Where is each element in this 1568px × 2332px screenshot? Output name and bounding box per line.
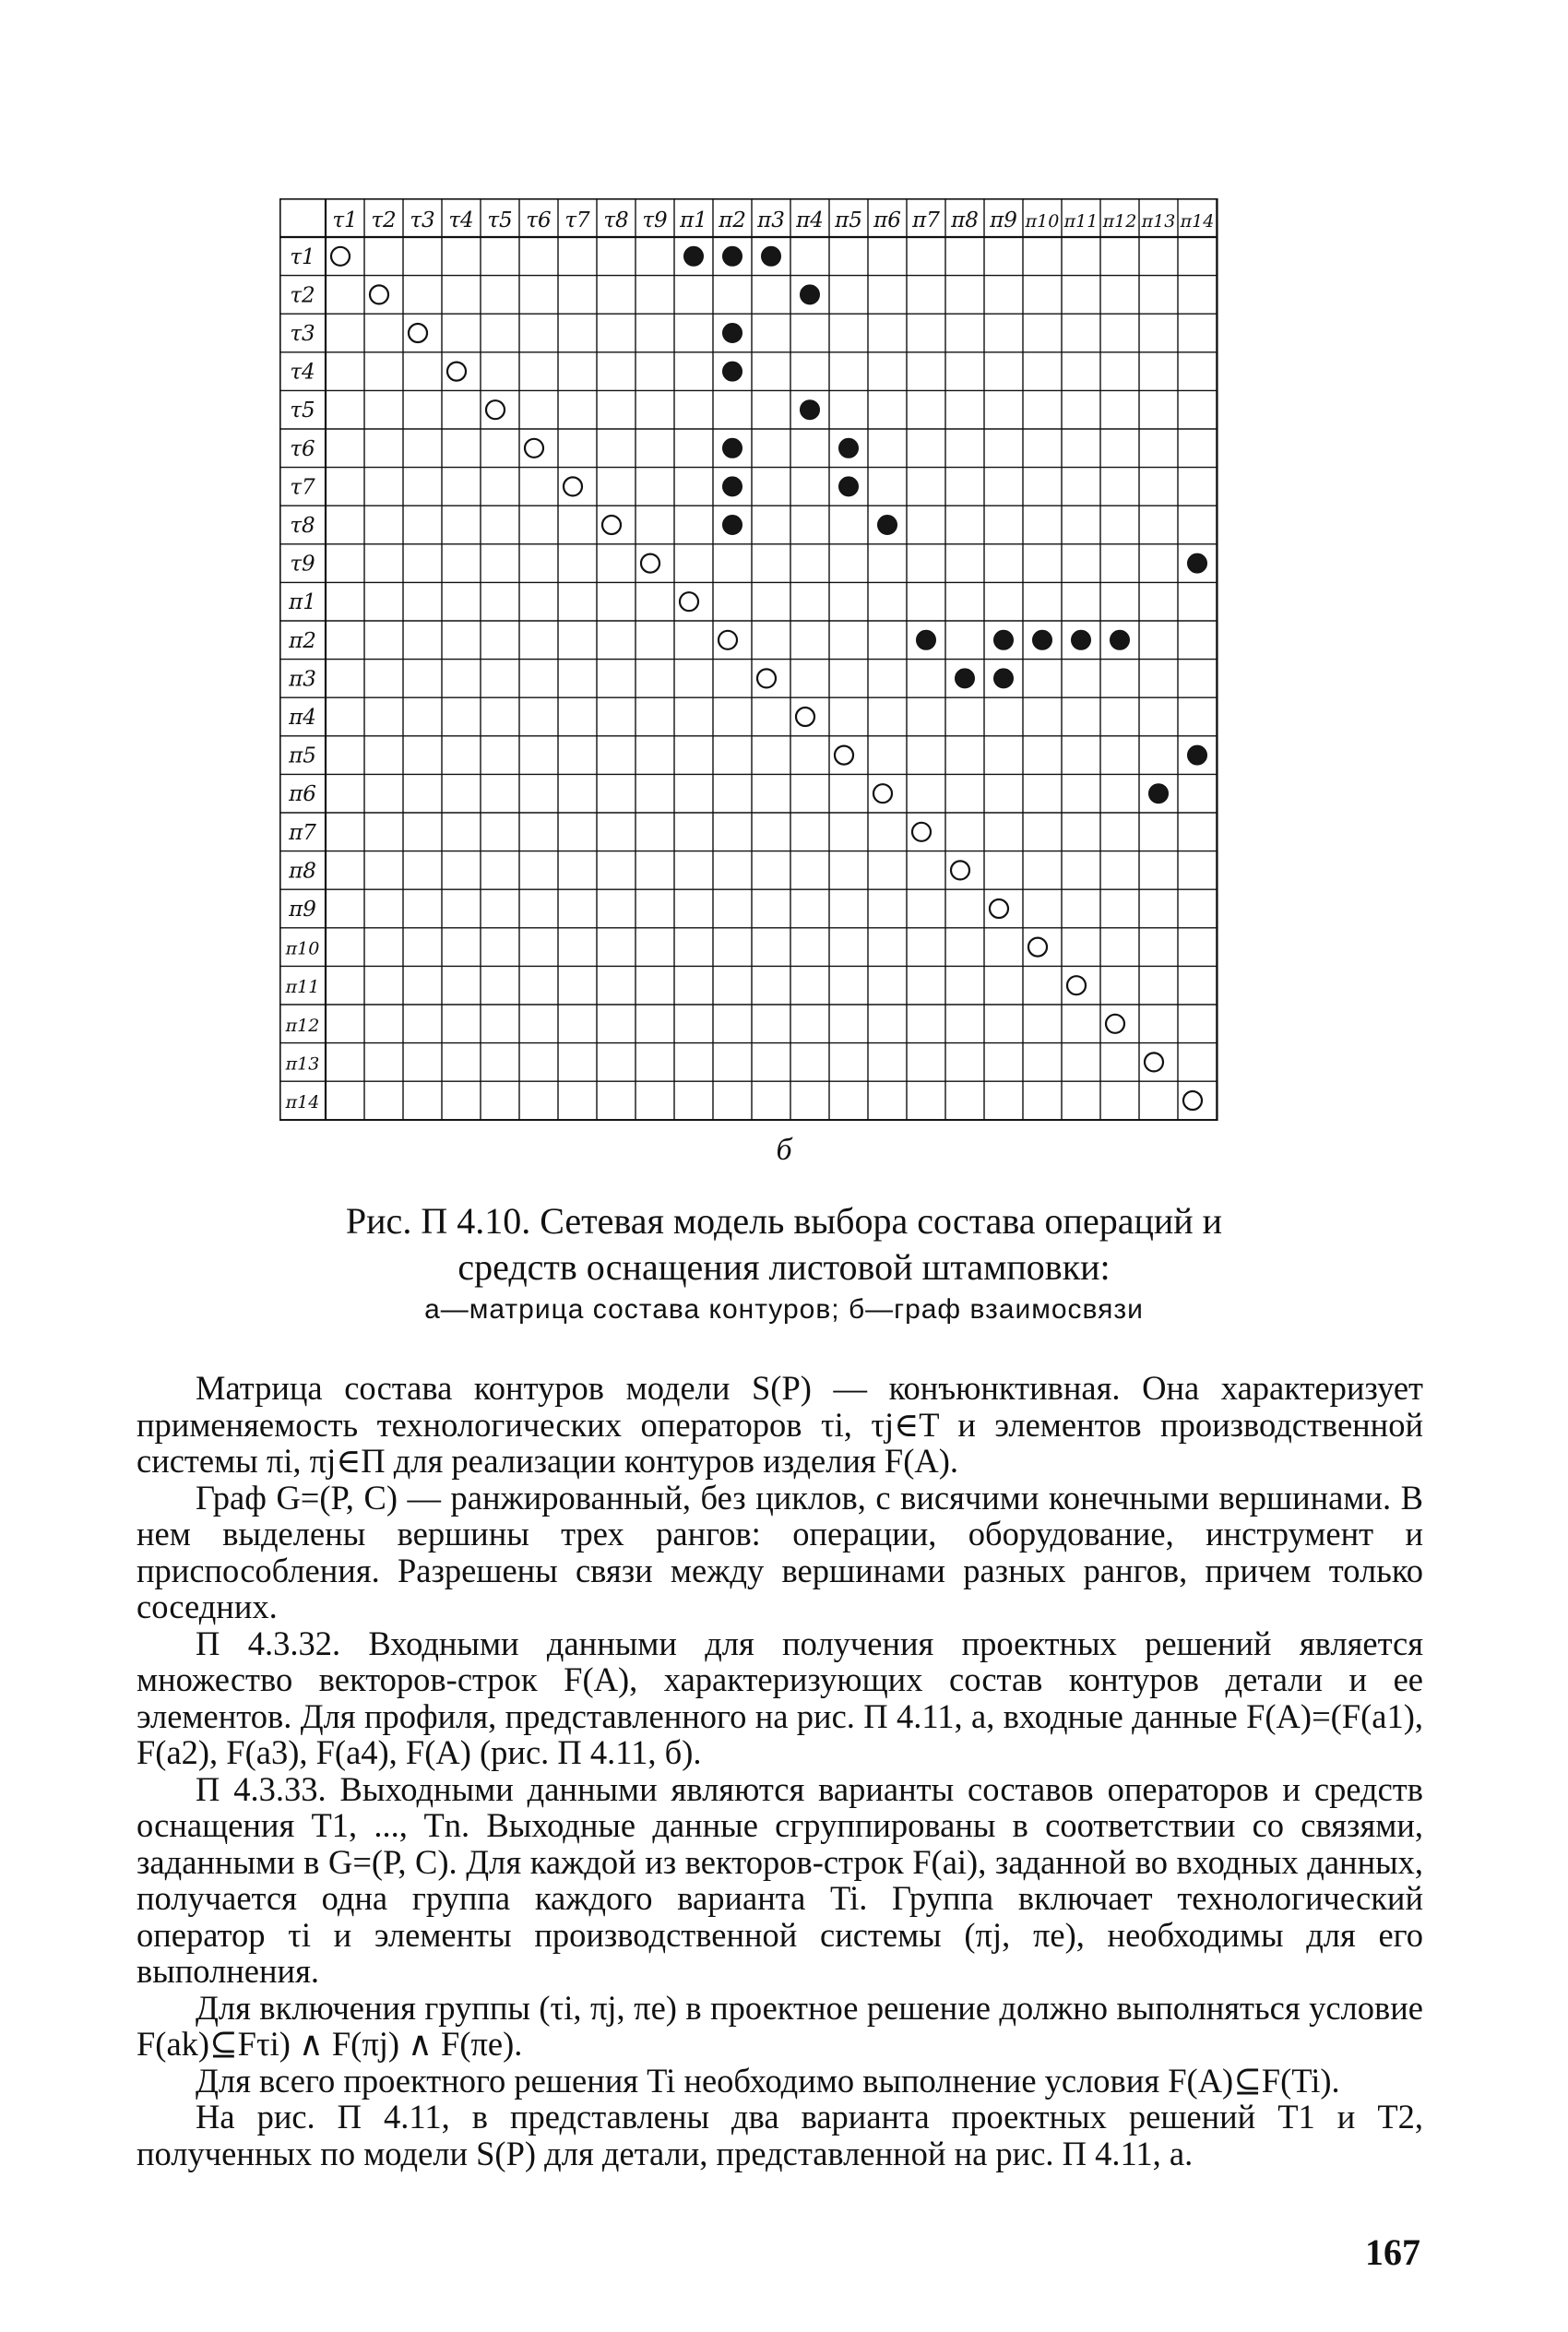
paragraph: Для всего проектного решения Ti необходимо выполнение условия F(A)⊆F(Ti). [196, 2061, 1340, 2100]
incidence-matrix [279, 198, 1220, 1121]
column-header: π9 [990, 208, 1017, 232]
open-circle-mark [835, 746, 853, 765]
filled-circle-mark [1033, 630, 1052, 649]
filled-circle-mark [1188, 553, 1207, 573]
row-header: τ7 [290, 475, 315, 500]
open-circle-mark [912, 823, 931, 841]
row-header: τ5 [290, 399, 315, 423]
filled-circle-mark [684, 246, 704, 266]
filled-circle-mark [878, 516, 897, 535]
row-header: τ1 [290, 244, 315, 269]
caption-line-3: а—матрица состава контуров; б—граф взаимосвязи [424, 1294, 1144, 1325]
column-header: τ8 [603, 208, 629, 232]
column-header: τ6 [526, 208, 552, 232]
open-circle-mark [873, 784, 892, 803]
filled-circle-mark [839, 438, 859, 458]
open-circle-mark [525, 439, 543, 458]
column-header: π4 [796, 208, 824, 232]
column-header: π10 [1025, 211, 1060, 232]
column-header: τ3 [410, 208, 435, 232]
open-circle-mark [1145, 1053, 1163, 1071]
row-header: π10 [285, 938, 320, 959]
column-header: π2 [719, 208, 746, 232]
open-circle-mark [486, 400, 505, 419]
row-header: π12 [285, 1015, 320, 1036]
paragraph: П 4.3.32. Входными данными для получения проектных решений является множество векторов-строк F(A), характеризующих состав контуров детали и ее элементов. Для профиля, представленного на рис. П 4.11, а, входные данные F(A)=(F(a1), F(a2), F(a3), F(a4), F(A) (рис. П 4.11, б). [137, 1624, 1423, 1771]
filled-circle-mark [723, 516, 742, 535]
column-header: π12 [1102, 211, 1137, 232]
filled-circle-mark [839, 477, 859, 496]
filled-circle-mark [723, 438, 742, 458]
row-header: π13 [285, 1053, 320, 1075]
row-header: π14 [285, 1092, 320, 1112]
paragraph: Граф G=(P, C) — ранжированный, без циклов, с висячими конечными вершинами. В нем выделены вершины трех рангов: операции, оборудование, инструмент и приспособления. Разрешены связи между вершинами разных рангов, причем только соседних. [137, 1478, 1423, 1625]
body-text [137, 1370, 1423, 2171]
row-header: π1 [289, 590, 316, 615]
column-header: τ5 [487, 208, 513, 232]
paragraph: Матрица состава контуров модели S(P) — конъюнктивная. Она характеризует применяемость технологических операторов τi, τj∈T и элементов производственной системы πi, πj∈П для реализации контуров изделия F(A). [137, 1369, 1423, 1480]
column-header: π5 [835, 208, 862, 232]
page-number: 167 [1365, 2231, 1420, 2273]
row-header: π2 [289, 628, 316, 653]
open-circle-mark [1028, 938, 1047, 957]
column-header: τ2 [371, 208, 397, 232]
open-circle-mark [796, 708, 814, 726]
row-header: τ6 [290, 436, 315, 461]
column-header: π13 [1141, 211, 1176, 232]
filled-circle-mark [994, 669, 1014, 688]
column-header: π3 [757, 208, 785, 232]
open-circle-mark [757, 669, 776, 687]
open-circle-mark [370, 285, 388, 303]
open-circle-mark [447, 363, 466, 381]
paragraph: П 4.3.33. Выходными данными являются варианты составов операторов и средств оснащения T1, ..., Tn. Выходные данные сгруппированы в соответствии со связями, заданными в G=(P, C). Для каждой из векторов-строк F(ai), заданной во входных данных, получается одна группа каждого варианта Ti. Группа включает технологический оператор τi и элементы производственной системы (πj, πe), необходимы для его выполнения. [137, 1769, 1423, 1990]
row-header: π3 [289, 667, 316, 692]
paragraph: Для включения группы (τi, πj, πe) в проектное решение должно выполняться условие F(ak)⊆Fτi) ∧ F(πj) ∧ F(πe). [137, 1988, 1423, 2063]
column-header: π11 [1063, 211, 1099, 232]
open-circle-mark [602, 516, 621, 534]
row-header: τ2 [290, 283, 315, 308]
open-circle-mark [641, 554, 659, 573]
filled-circle-mark [956, 669, 975, 688]
filled-circle-mark [1072, 630, 1091, 649]
column-header: τ4 [448, 208, 474, 232]
row-header: τ8 [290, 514, 315, 538]
row-header: π4 [289, 706, 316, 730]
column-header: π6 [873, 208, 901, 232]
column-header: π8 [951, 208, 979, 232]
row-header: τ9 [290, 552, 315, 577]
filled-circle-mark [1111, 630, 1130, 649]
column-header: π7 [912, 208, 940, 232]
row-header: π11 [285, 977, 320, 998]
row-header: τ3 [290, 322, 315, 346]
open-circle-mark [680, 592, 698, 611]
filled-circle-mark [723, 324, 742, 343]
caption-line-1: Рис. П 4.10. Сетевая модель выбора состава операций и [345, 1200, 1223, 1242]
open-circle-mark [719, 631, 737, 649]
filled-circle-mark [723, 246, 742, 266]
filled-circle-mark [723, 362, 742, 381]
caption-line-2: средств оснащения листовой штамповки: [457, 1246, 1111, 1288]
column-header: τ7 [564, 208, 590, 232]
open-circle-mark [990, 899, 1008, 918]
row-header: π6 [289, 782, 316, 807]
filled-circle-mark [762, 246, 781, 266]
open-circle-mark [564, 477, 582, 495]
open-circle-mark [331, 247, 350, 266]
row-header: π7 [289, 820, 316, 845]
filled-circle-mark [801, 285, 820, 304]
filled-circle-mark [917, 630, 936, 649]
column-header: τ1 [332, 208, 358, 232]
paragraph: На рис. П 4.11, в представлены два варианта проектных решений T1 и T2, полученных по модели S(P) для детали, представленной на рис. П 4.11, а. [137, 2098, 1423, 2172]
figure-sublabel: б [776, 1133, 792, 1167]
filled-circle-mark [801, 400, 820, 420]
row-header: π9 [289, 898, 316, 922]
row-header: π8 [289, 859, 316, 884]
filled-circle-mark [1188, 745, 1207, 765]
column-header: τ9 [642, 208, 668, 232]
filled-circle-mark [1149, 784, 1169, 803]
open-circle-mark [1183, 1091, 1202, 1110]
filled-circle-mark [723, 477, 742, 496]
filled-circle-mark [994, 630, 1014, 649]
open-circle-mark [409, 324, 427, 342]
open-circle-mark [1106, 1015, 1124, 1033]
column-header: π14 [1180, 211, 1215, 232]
open-circle-mark [951, 861, 969, 879]
open-circle-mark [1067, 976, 1086, 994]
row-header: π5 [289, 744, 316, 768]
row-header: τ4 [290, 360, 315, 385]
column-header: π1 [680, 208, 707, 232]
